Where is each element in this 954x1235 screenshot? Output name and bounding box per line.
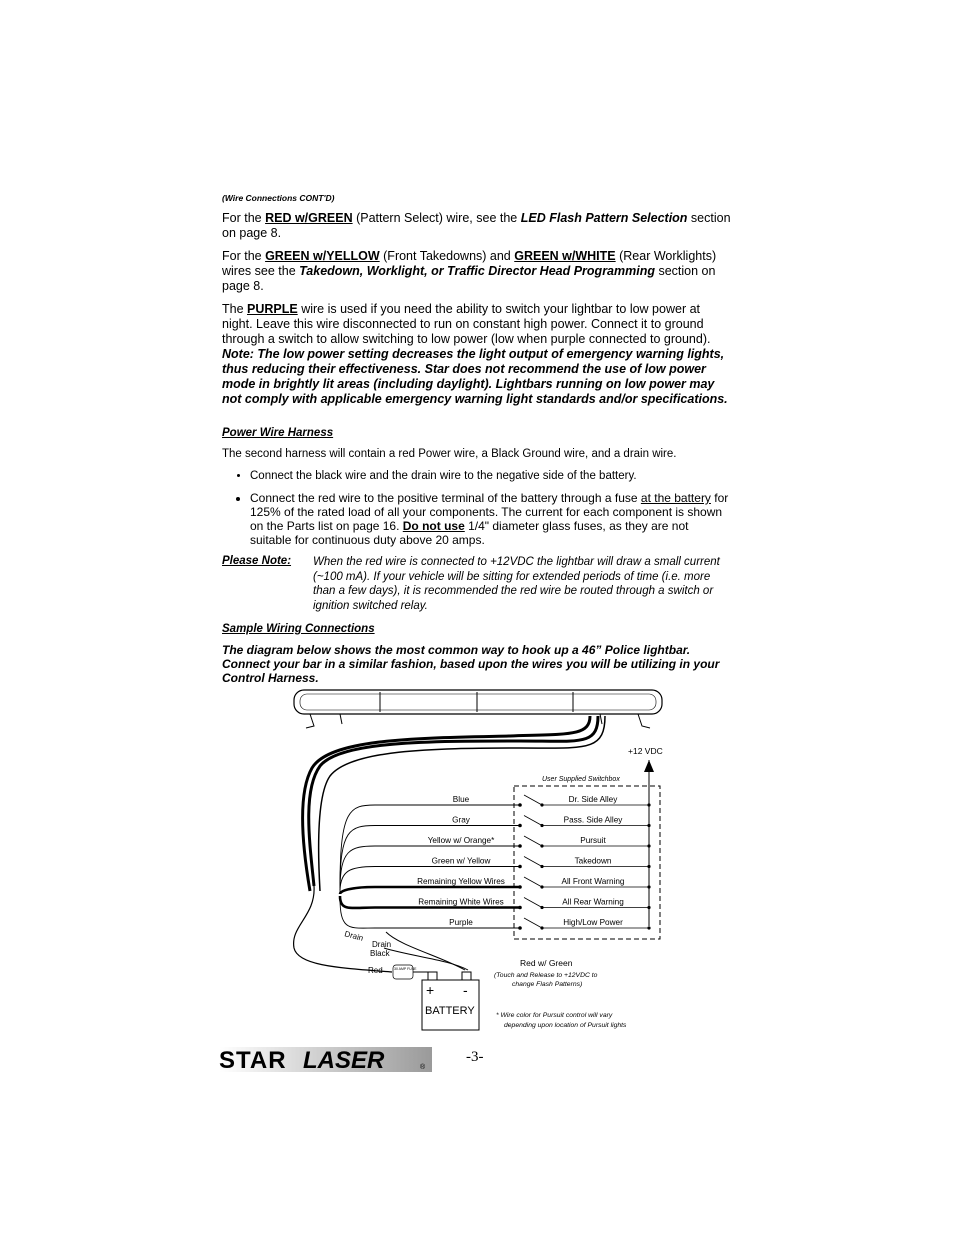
power-bullets — [222, 469, 732, 547]
text: (Pattern Select) wire, see the — [352, 211, 521, 225]
low-power-note: Note: The low power setting decreases the light output of emergency warning lights, thus reducing their effectiveness. Star does not recommend the use of low power mode in brightly lit areas (including daylight). Lightbars running on low power may not comply with applicable emergency warning light standards and/or specifications. — [222, 347, 728, 406]
fuse-label: 30 AMP FUSE — [394, 967, 417, 971]
section-reference: Takedown, Worklight, or Traffic Director Head Programming — [299, 264, 655, 278]
list-item: • Connect the black wire and the drain wire to the negative side of the battery. — [250, 469, 732, 483]
starlaser-logo — [218, 1044, 434, 1079]
page-number: -3- — [466, 1049, 484, 1065]
switch-lever — [524, 857, 542, 867]
red-green-label: Red w/ Green — [520, 958, 573, 968]
paragraph-red-green — [222, 211, 732, 241]
battery — [422, 972, 479, 1030]
text: For the — [222, 211, 266, 225]
do-not-use-text: Do not use — [402, 519, 465, 533]
drain-label-2: Drain — [372, 940, 392, 949]
plus-terminal: + — [426, 982, 435, 998]
wire-label: Green w/ Yellow — [431, 856, 491, 866]
text: 1/4" diameter glass fuses, as they are not suitable for continuous duty above 20 amps. — [250, 519, 689, 547]
touch-note-1: (Touch and Release to +12VDC to — [494, 972, 598, 979]
please-note-text: When the red wire is connected to +12VDC the lightbar will draw a small current (~100 mA). If your vehicle will be sitting for extended periods of time (i.e. more than a few days), it is recommended the red wire be routed through a switch or ignition switched relay. — [313, 556, 720, 612]
switch-label: All Front Warning — [561, 877, 625, 886]
switch-label: Dr. Side Alley — [568, 795, 618, 804]
switch-terminal — [647, 906, 650, 909]
minus-terminal: - — [463, 982, 468, 998]
lightbar — [294, 690, 662, 728]
switch-terminal — [518, 885, 522, 889]
wire-line — [340, 805, 520, 886]
switch-terminal — [518, 844, 522, 848]
please-note — [222, 555, 732, 613]
wire-green-yellow: GREEN w/YELLOW — [265, 249, 380, 263]
switch-lever — [524, 836, 542, 846]
wire-label: Remaining White Wires — [418, 897, 504, 907]
wire-label: Remaining Yellow Wires — [417, 877, 505, 886]
pursuit-footnote-1: * Wire color for Pursuit control will vary — [496, 1012, 613, 1019]
switch-terminal — [540, 906, 543, 909]
please-note-label: Please Note: — [222, 555, 292, 567]
list-item — [250, 491, 732, 547]
switch-label: Pursuit — [580, 836, 606, 845]
switch-terminal — [518, 865, 522, 869]
text: The — [222, 302, 248, 316]
switch-terminal — [540, 844, 543, 847]
switch-lever — [524, 877, 542, 887]
pursuit-footnote-2: depending upon location of Pursuit lights — [504, 1022, 627, 1029]
text: Connect the red wire to the positive terminal of the battery through a fuse — [250, 491, 641, 505]
at-battery-text: at the battery — [640, 491, 711, 505]
switch-terminal — [518, 824, 522, 828]
wire-label: Blue — [452, 795, 470, 804]
switchbox-label: User Supplied Switchbox — [542, 776, 620, 783]
wiring-diagram — [280, 686, 680, 1036]
section-continued-heading: (Wire Connections CONT'D) — [222, 193, 335, 203]
switch-terminal — [518, 803, 522, 807]
switch-terminal — [518, 906, 522, 910]
switch-label: High/Low Power — [563, 918, 623, 927]
switch-terminal — [540, 926, 543, 929]
text: section on page 8. — [222, 211, 731, 240]
switch-terminal — [540, 865, 543, 868]
logo-star: STAR — [219, 1047, 287, 1074]
red-wire-label: Red — [368, 966, 383, 975]
text: For the — [222, 249, 266, 263]
drain-label-1: Drain — [343, 929, 365, 943]
switch-lever — [524, 816, 542, 826]
black-wire-label: Black — [370, 949, 390, 958]
paragraph-purple — [222, 302, 732, 407]
text: section on page 8. — [222, 264, 716, 293]
text: for 125% of the rated load of all your components. The current for each component is shown on the Parts list on page 16. — [250, 491, 729, 533]
text: wire is used if you need the ability to switch your lightbar to low power at night. Leave this wire disconnected to run on constant high power. Connect it to ground through a switch to allow switching to low power (low when purple connected to ground). — [222, 302, 711, 346]
text: (Front Takedowns) and — [379, 249, 515, 263]
switch-terminal — [518, 926, 522, 930]
power-harness-heading: Power Wire Harness — [222, 427, 334, 439]
switch-lever — [524, 918, 542, 928]
switch-lever — [524, 795, 542, 805]
switch-terminal — [647, 885, 650, 888]
switch-terminal — [647, 844, 650, 847]
wire-label: Yellow w/ Orange* — [427, 836, 495, 845]
switch-terminal — [540, 803, 543, 806]
switch-terminal — [540, 824, 543, 827]
touch-note-2: change Flash Patterns) — [512, 981, 583, 988]
switch-terminal — [647, 824, 650, 827]
wire-rows — [340, 795, 651, 930]
wire-line — [340, 887, 520, 894]
wire-label: Purple — [449, 918, 473, 927]
section-reference: LED Flash Pattern Selection — [520, 211, 688, 225]
vdc-label: +12 VDC — [628, 746, 663, 756]
logo-laser: LASER — [303, 1047, 385, 1074]
text-content — [222, 193, 732, 693]
wire-red-green: RED w/GREEN — [265, 211, 353, 225]
switch-label: All Rear Warning — [562, 897, 624, 907]
battery-label: BATTERY — [425, 1005, 475, 1017]
switch-terminal — [540, 885, 543, 888]
power-harness-intro: The second harness will contain a red Power wire, a Black Ground wire, and a drain wire. — [222, 448, 677, 460]
switch-terminal — [647, 926, 650, 929]
text: (Rear Worklights) wires see the — [222, 249, 717, 278]
wire-label: Gray — [452, 815, 470, 825]
sample-wiring-heading: Sample Wiring Connections — [222, 623, 375, 635]
paragraph-green-wires — [222, 249, 732, 294]
logo-registered: ® — [420, 1064, 426, 1071]
switch-terminal — [647, 803, 650, 806]
wire-purple: PURPLE — [247, 302, 298, 316]
switch-terminal — [647, 865, 650, 868]
switch-label: Takedown — [574, 856, 612, 866]
wire-green-white: GREEN w/WHITE — [514, 249, 616, 263]
switch-lever — [524, 898, 542, 908]
switch-label: Pass. Side Alley — [563, 815, 623, 825]
sample-wiring-intro: The diagram below shows the most common way to hook up a 46” Police lightbar. Connect your bar in a similar fashion, based upon the wires you will be utilizing in your Control Harness. — [222, 643, 720, 685]
